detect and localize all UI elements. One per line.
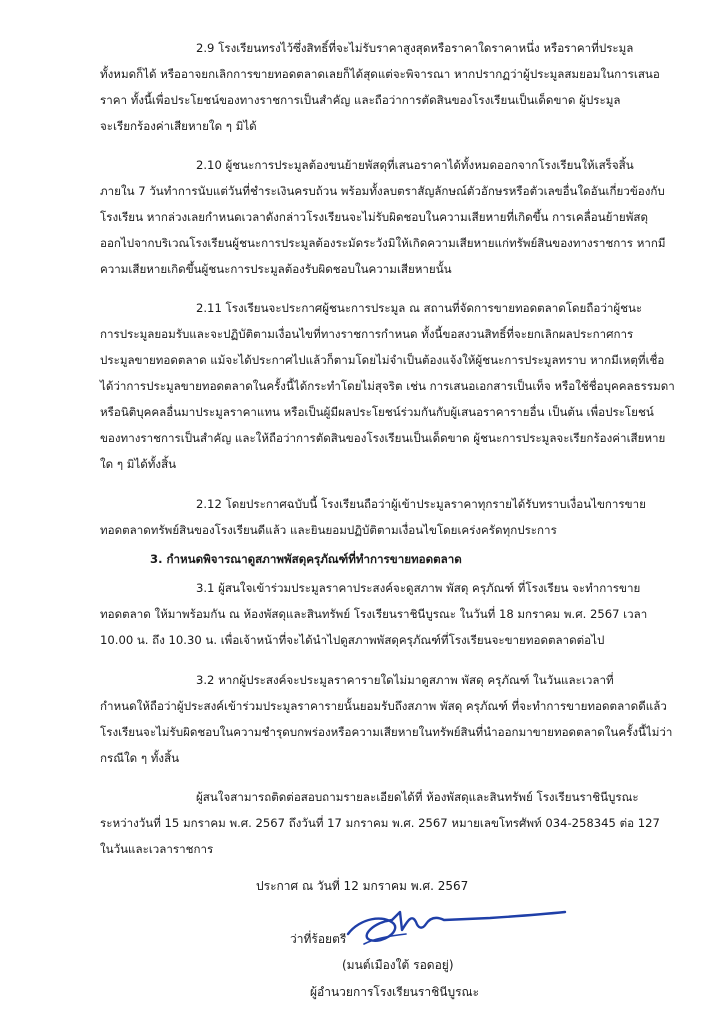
clause-2-11-line-6: ของทางราชการเป็นสำคัญ และให้ถือว่าการตัดสินของโรงเรียนเป็นเด็ดขาด ผู้ชนะการประมูลจะเรียกร้องค่าเสียหาย bbox=[100, 431, 666, 445]
clause-2-10-line-5: ความเสียหายเกิดขึ้นผู้ชนะการประมูลต้องรับผิดชอบในความเสียหายนั้น bbox=[100, 262, 452, 276]
clause-2-11-line-2: การประมูลยอมรับและจะปฏิบัติตามเงื่อนไขที่ทางราชการกำหนด ทั้งนี้ขอสงวนสิทธิ์ที่จะยกเลิกผลประกาศการ bbox=[100, 327, 634, 341]
clause-2-10-line-4: ออกไปจากบริเวณโรงเรียนผู้ชนะการประมูลต้องระมัดระวังมิให้เกิดความเสียหายแก่ทรัพย์สินของทางราชการ หากมี bbox=[100, 236, 666, 250]
clause-3-1-line-3: 10.00 น. ถึง 10.30 น. เพื่อเจ้าหน้าที่จะได้นำไปดูสภาพพัสดุครุภัณฑ์ที่โรงเรียนจะขายทอดตลาดต่อไป bbox=[100, 633, 605, 647]
clause-2-10-line-3: โรงเรียน หากล่วงเลยกำหนดเวลาดังกล่าวโรงเรียนจะไม่รับผิดชอบในความเสียหายที่เกิดขึ้น การเคลื่อนย้ายพัสดุ bbox=[100, 210, 648, 224]
clause-2-10-line-2: ภายใน 7 วันทำการนับแต่วันที่ชำระเงินครบถ้วน พร้อมทั้งลบตราสัญลักษณ์ตัวอักษรหรือตัวเลขอื่นใดอันเกี่ยวข้องกับ bbox=[100, 184, 665, 198]
clause-2-11-line-5: หรือนิติบุคคลอื่นมาประมูลราคาแทน หรือเป็นผู้มีผลประโยชน์ร่วมกันกับผู้เสนอราคารายอื่น เป็นต้น เพื่อประโยชน์ bbox=[100, 405, 654, 419]
clause-3-2-line-1: 3.2 หากผู้ประสงค์จะประมูลราคารายใดไม่มาดูสภาพ พัสดุ ครุภัณฑ์ ในวันและเวลาที่ bbox=[196, 673, 614, 687]
clause-2-10-line-1: 2.10 ผู้ชนะการประมูลต้องขนย้ายพัสดุที่เสนอราคาได้ทั้งหมดออกจากโรงเรียนให้เสร็จสิ้น bbox=[196, 158, 634, 172]
clause-2-9-line-1: 2.9 โรงเรียนทรงไว้ซึ่งสิทธิ์ที่จะไม่รับราคาสูงสุดหรือราคาใดราคาหนึ่ง หรือราคาที่ประมูล bbox=[196, 41, 634, 55]
clause-2-9-line-4: จะเรียกร้องค่าเสียหายใด ๆ มิได้ bbox=[100, 119, 257, 133]
clause-3-2-line-2: กำหนดให้ถือว่าผู้ประสงค์เข้าร่วมประมูลราคารายนั้นยอมรับถึงสภาพ พัสดุ ครุภัณฑ์ ที่จะทำการขายทอดตลาดดีแล้ว bbox=[100, 699, 667, 713]
clause-3-2-line-3: โรงเรียนจะไม่รับผิดชอบในความชำรุดบกพร่องหรือความเสียหายในทรัพย์สินที่นำออกมาขายทอดตลาดในครั้งนี้ไม่ว่า bbox=[100, 725, 673, 739]
clause-2-9-line-3: ราคา ทั้งนี้เพื่อประโยชน์ของทางราชการเป็นสำคัญ และถือว่าการตัดสินของโรงเรียนเป็นเด็ดขาด ผู้ประมูล bbox=[100, 93, 621, 107]
signer-name: (มนต์เมืองใต้ รอดอยู่) bbox=[342, 958, 454, 972]
announcement-date: ประกาศ ณ วันที่ 12 มกราคม พ.ศ. 2567 bbox=[256, 879, 469, 893]
contact-line-1: ผู้สนใจสามารถติดต่อสอบถามรายละเอียดได้ที่ ห้องพัสดุและสินทรัพย์ โรงเรียนราชินีบูรณะ bbox=[196, 790, 639, 804]
contact-line-3: ในวันและเวลาราชการ bbox=[100, 842, 214, 856]
clause-2-9-line-2: ทั้งหมดก็ได้ หรืออาจยกเลิกการขายทอดตลาดเลยก็ได้สุดแต่จะพิจารณา หากปรากฏว่าผู้ประมูลสมยอมในการเสนอ bbox=[100, 67, 660, 81]
contact-line-2: ระหว่างวันที่ 15 มกราคม พ.ศ. 2567 ถึงวันที่ 17 มกราคม พ.ศ. 2567 หมายเลขโทรศัพท์ 034-258345 ต่อ 127 bbox=[100, 816, 660, 830]
signer-position: ผู้อำนวยการโรงเรียนราชินีบูรณะ bbox=[310, 985, 480, 999]
clause-2-11-line-4: ได้ว่าการประมูลขายทอดตลาดในครั้งนี้ได้กระทำโดยไม่สุจริต เช่น การเสนอเอกสารเป็นเท็จ หรือใช้ชื่อบุคคลธรรมดา bbox=[100, 379, 675, 393]
clause-2-12-line-2: ทอดตลาดทรัพย์สินของโรงเรียนดีแล้ว และยินยอมปฏิบัติตามเงื่อนไขโดยเคร่งครัดทุกประการ bbox=[100, 523, 557, 537]
clause-2-12-line-1: 2.12 โดยประกาศฉบับนี้ โรงเรียนถือว่าผู้เข้าประมูลราคาทุกรายได้รับทราบเงื่อนไขการขาย bbox=[196, 497, 646, 511]
clause-3-2-line-4: กรณีใด ๆ ทั้งสิ้น bbox=[100, 751, 180, 765]
clause-2-11-line-3: ประมูลขายทอดตลาด แม้จะได้ประกาศไปแล้วก็ตามโดยไม่จำเป็นต้องแจ้งให้ผู้ชนะการประมูลทราบ หากมีเหตุที่เชื่อ bbox=[100, 353, 665, 367]
clause-2-11-line-1: 2.11 โรงเรียนจะประกาศผู้ชนะการประมูล ณ สถานที่จัดการขายทอดตลาดโดยถือว่าผู้ชนะ bbox=[196, 301, 643, 315]
signer-rank: ว่าที่ร้อยตรี bbox=[290, 932, 347, 946]
clause-3-1-line-2: ทอดตลาด ให้มาพร้อมกัน ณ ห้องพัสดุและสินทรัพย์ โรงเรียนราชินีบูรณะ ในวันที่ 18 มกราคม พ.ศ. 2567 เวลา bbox=[100, 607, 648, 621]
handwritten-signature bbox=[340, 900, 570, 952]
section-3-heading: 3. กำหนดพิจารณาดูสภาพพัสดุครุภัณฑ์ที่ทำการขายทอดตลาด bbox=[150, 552, 462, 566]
clause-2-11-line-7: ใด ๆ มิได้ทั้งสิ้น bbox=[100, 457, 177, 471]
clause-3-1-line-1: 3.1 ผู้สนใจเข้าร่วมประมูลราคาประสงค์จะดูสภาพ พัสดุ ครุภัณฑ์ ที่โรงเรียน จะทำการขาย bbox=[196, 581, 641, 595]
